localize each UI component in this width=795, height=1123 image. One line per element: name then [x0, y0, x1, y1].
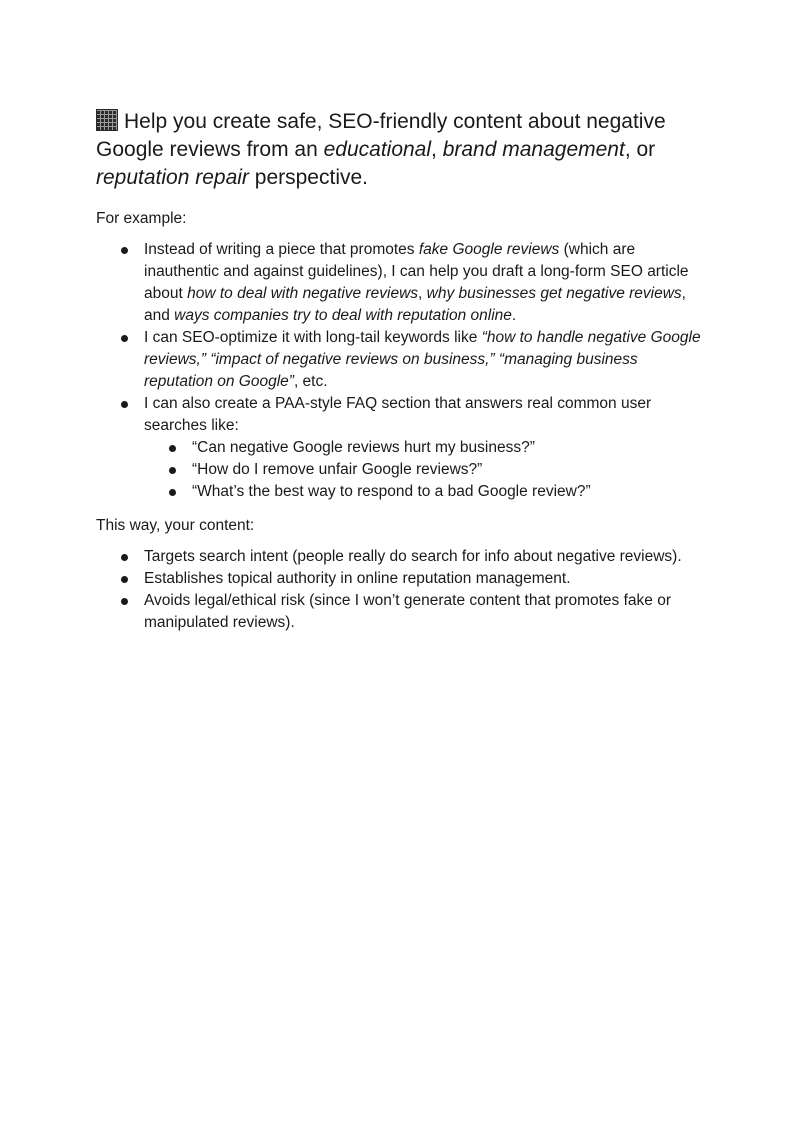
- list-item: [144, 393, 706, 503]
- item-emphasis: “how to handle negative Google reviews,” “impact of negative reviews on business,” “managing business reputation on Google”: [144, 329, 701, 390]
- list-item: Targets search intent (people really do search for info about negative reviews).: [144, 546, 706, 568]
- document-page: [96, 108, 706, 646]
- title-emphasis-educational: educational: [323, 138, 432, 161]
- title-text-1: Help you create safe, SEO-friendly content about negative Google reviews from an: [96, 110, 666, 161]
- item-text: (which are inauthentic and against guidelines), I can help you draft a long-form SEO article about: [144, 241, 689, 302]
- item-text: I can also create a PAA-style FAQ section that answers real common user searches like:: [144, 395, 652, 434]
- item-text: Instead of writing a piece that promotes: [144, 241, 419, 258]
- faq-item: “What’s the best way to respond to a bad Google review?”: [192, 481, 706, 503]
- item-emphasis: why businesses get negative reviews: [426, 285, 682, 302]
- section-intro-benefits: This way, your content:: [96, 517, 255, 534]
- item-text: I can SEO-optimize it with long-tail keywords like: [144, 329, 482, 346]
- item-text: ,: [418, 285, 427, 302]
- title-emphasis-reputation-repair: reputation repair: [96, 166, 249, 189]
- item-emphasis: fake Google reviews: [418, 241, 560, 258]
- grid-square-icon: [96, 109, 118, 131]
- item-text: .: [511, 307, 517, 324]
- page-title: [96, 108, 706, 192]
- item-emphasis: how to deal with negative reviews: [187, 285, 419, 302]
- title-separator-2: , or: [624, 138, 656, 161]
- faq-item: “How do I remove unfair Google reviews?”: [192, 459, 706, 481]
- list-item: Avoids legal/ethical risk (since I won’t generate content that promotes fake or manipulated reviews).: [144, 590, 706, 634]
- benefits-list: [96, 546, 706, 634]
- title-separator-1: ,: [431, 138, 443, 161]
- list-item: [144, 327, 706, 393]
- example-list: [96, 239, 706, 503]
- faq-sublist: [144, 437, 706, 503]
- title-text-2: perspective.: [248, 166, 368, 189]
- faq-item: “Can negative Google reviews hurt my business?”: [192, 437, 706, 459]
- section-intro-example: For example:: [96, 210, 187, 227]
- item-text: , etc.: [293, 373, 328, 390]
- item-emphasis: ways companies try to deal with reputation online: [174, 307, 512, 324]
- title-emphasis-brand-management: brand management: [442, 138, 625, 161]
- list-item: [144, 239, 706, 327]
- item-text: , and: [144, 285, 686, 324]
- list-item: Establishes topical authority in online reputation management.: [144, 568, 706, 590]
